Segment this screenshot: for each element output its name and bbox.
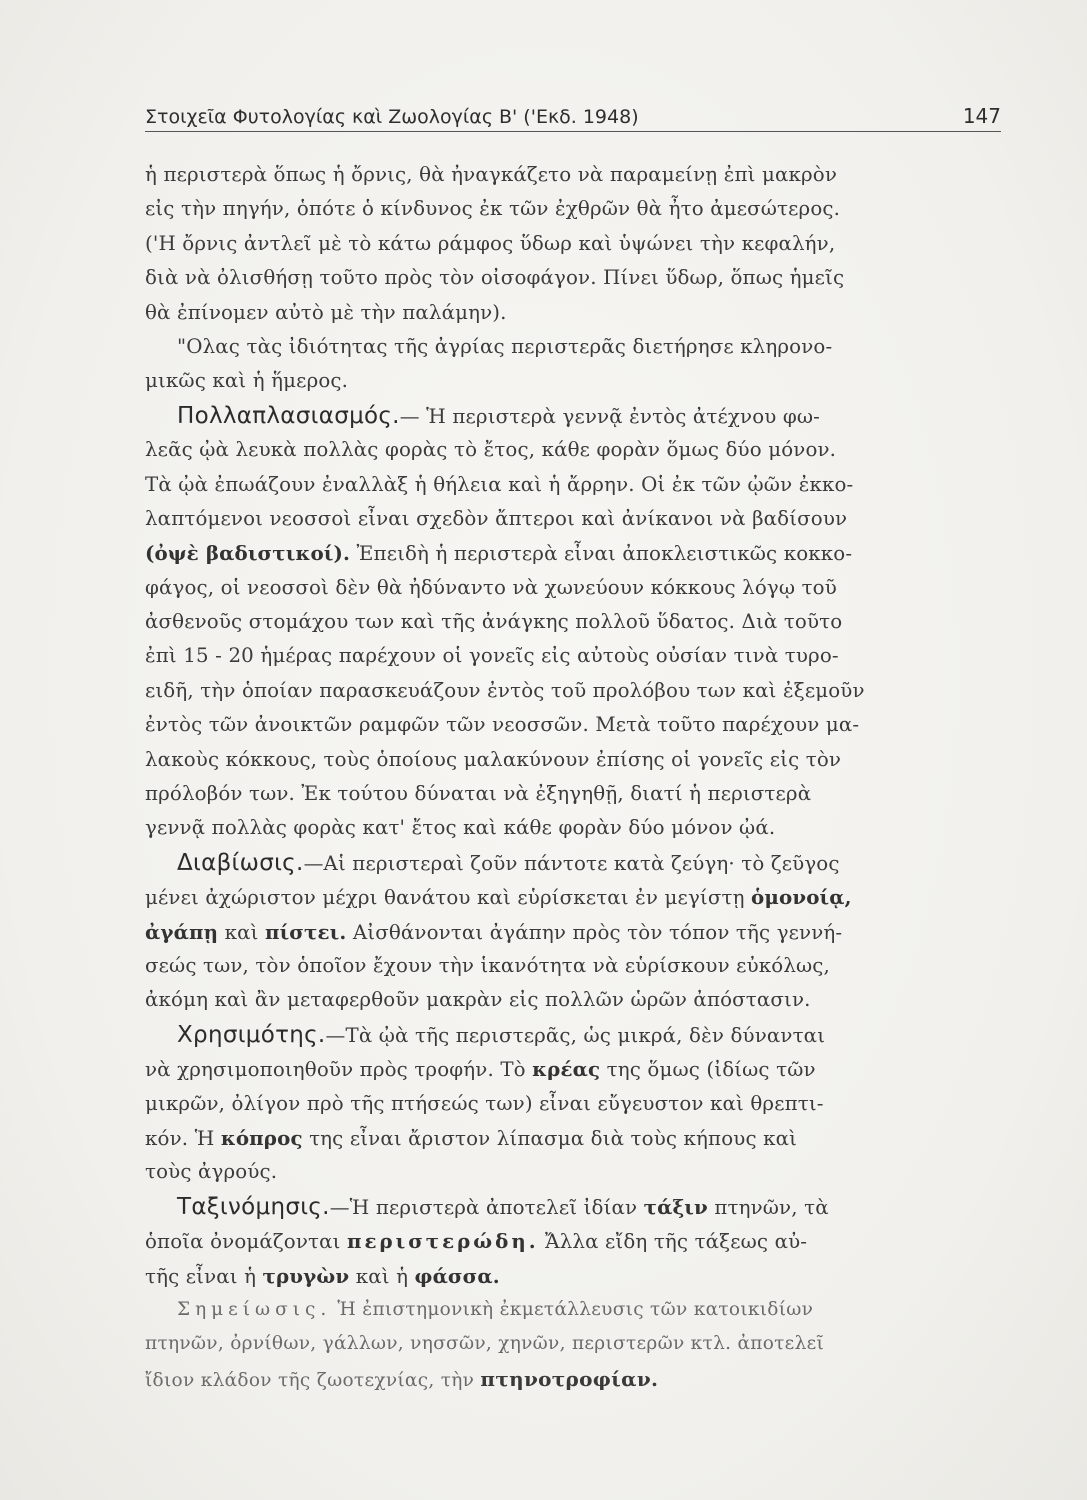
bold-word: ἀγάπῃ [145, 919, 219, 944]
bold-phrase: (ὀψὲ βαδιστικοί). [145, 541, 351, 566]
text-span: νὰ χρησιμοποιηθοῦν πρὸς τροφήν. Τὸ [145, 1058, 533, 1082]
text-span: Ἐπειδὴ ἡ περιστερὰ εἶναι ἀποκλειστικῶς κοκκο- [350, 542, 853, 566]
text-line: λαπτόμενοι νεοσσοὶ εἶναι σχεδὸν ἄπτεροι καὶ ἀνίκανοι νὰ βαδίσουν [145, 506, 848, 530]
bold-word: τρυγὼν [262, 1263, 350, 1288]
text-line: μικῶς καὶ ἡ ἥμερος. [145, 369, 349, 393]
text-span: Ἄλλα εἴδη τῆς τάξεως αὐ- [538, 1230, 808, 1254]
bold-word: τάξιν [643, 1194, 708, 1219]
section-heading-usefulness: Χρησιμότης. [177, 1021, 326, 1048]
text-line: εἰς τὴν πηγήν, ὁπότε ὁ κίνδυνος ἐκ τῶν ἐχθρῶν θὰ ἦτο ἀμεσώτερος. [145, 197, 841, 221]
text-line: λεᾶς ᾠὰ λευκὰ πολλὰς φορὰς τὸ ἔτος, κάθε φορὰν ὅμως δύο μόνον. [145, 438, 837, 462]
section-classification-first-line [145, 1190, 1005, 1224]
bold-word: κόπρος [220, 1125, 303, 1150]
text-span: κόν. Ἡ [145, 1126, 221, 1150]
section-reproduction-first-line [145, 399, 1005, 433]
running-header [145, 98, 1001, 132]
text-line [145, 1052, 1005, 1086]
text-span: καὶ ἡ [349, 1264, 415, 1288]
page-number: 147 [962, 104, 1001, 128]
text-span: πτηνῶν, τὰ [707, 1195, 829, 1219]
text-span: Αἰσθάνονται ἀγάπην πρὸς τὸν τόπον τῆς γεννή- [346, 920, 843, 944]
text-span: —Τὰ ᾠὰ τῆς περιστερᾶς, ὡς μικρά, δὲν δύνανται [325, 1023, 826, 1047]
text-line: ἐπὶ 15 - 20 ἡμέρας παρέχουν οἱ γονεῖς εἰς αὐτοὺς οὐσίαν τινὰ τυρο- [145, 644, 839, 668]
text-line: ἡ περιστερὰ ὅπως ἡ ὄρνις, θὰ ἠναγκάζετο νὰ παραμείνῃ ἐπὶ μακρὸν [145, 163, 837, 186]
text-line [145, 1362, 1005, 1396]
text-line: ἀσθενοῦς στομάχου των καὶ τῆς ἀνάγκης πολλοῦ ὕδατος. Διὰ τοῦτο [145, 610, 843, 634]
text-span: ἴδιον κλάδον τῆς ζωοτεχνίας, τὴν [145, 1369, 481, 1391]
note-label: Σημείωσις. [177, 1298, 332, 1320]
text-line [145, 915, 1005, 949]
text-line: Τὰ ᾠὰ ἐπωάζουν ἐναλλὰξ ἡ θήλεια καὶ ἡ ἄρρην. Οἱ ἐκ τῶν ᾠῶν ἐκκο- [145, 472, 854, 496]
text-line [145, 880, 1005, 914]
text-span: της εἶναι ἄριστον λίπασμα διὰ τοὺς κήπους καὶ [302, 1126, 798, 1150]
text-span: της ὅμως (ἰδίως τῶν [600, 1058, 816, 1082]
text-line: ('Η ὄρνις ἀντλεῖ μὲ τὸ κάτω ράμφος ὕδωρ καὶ ὑψώνει τὴν κεφαλήν, [145, 231, 836, 255]
text-line: θὰ ἐπίνομεν αὐτὸ μὲ τὴν παλάμην). [145, 300, 507, 324]
text-line: ἐντὸς τῶν ἀνοικτῶν ραμφῶν τῶν νεοσσῶν. Μετὰ τοῦτο παρέχουν μα- [145, 713, 860, 737]
text-span: Ἡ ἐπιστημονικὴ ἐκμετάλλευσις τῶν κατοικιδίων [331, 1298, 814, 1320]
text-line [145, 1121, 1005, 1155]
text-span: καὶ [218, 920, 265, 944]
text-line: πρόλοβόν των. Ἐκ τούτου δύναται νὰ ἐξηγηθῇ, διατί ἡ περιστερὰ [145, 782, 812, 806]
bold-word: πίστει. [264, 919, 347, 944]
bold-word: κρέας [532, 1057, 601, 1082]
section-heading-reproduction: Πολλαπλασιασμός. [177, 402, 400, 429]
text-line: σεώς των, τὸν ὁποῖον ἔχουν τὴν ἱκανότητα νὰ εὑρίσκουν εὐκόλως, [145, 953, 830, 977]
section-heading-life: Διαβίωσις. [177, 849, 304, 876]
bold-word: πτηνοτροφίαν. [480, 1366, 659, 1391]
text-line: διὰ νὰ ὀλισθήσῃ τοῦτο πρὸς τὸν οἰσοφάγον. Πίνει ὕδωρ, ὅπως ἡμεῖς [145, 266, 845, 290]
text-span: —Ἡ περιστερὰ ἀποτελεῖ ἰδίαν [329, 1195, 644, 1219]
text-line: ἀκόμη καὶ ἂν μεταφερθοῦν μακρὰν εἰς πολλῶν ὡρῶν ἀπόστασιν. [145, 988, 811, 1012]
text-line: ειδῆ, τὴν ὁποίαν παρασκευάζουν ἐντὸς τοῦ προλόβου των καὶ ἐξεμοῦν [145, 678, 865, 702]
section-life-first-line [145, 846, 1005, 880]
text-line: γεννᾷ πολλὰς φορὰς κατ' ἔτος καὶ κάθε φορὰν δύο μόνον ᾠά. [145, 816, 776, 840]
text-line [145, 1259, 1005, 1293]
text-span: τῆς εἶναι ἡ [145, 1264, 263, 1288]
text-line: τοὺς ἀγρούς. [145, 1160, 278, 1184]
running-title: Στοιχεῖα Φυτολογίας καὶ Ζωολογίας Β' ('Εκδ. 1948) [145, 106, 639, 128]
text-line: πτηνῶν, ὀρνίθων, γάλλων, νησσῶν, χηνῶν, περιστερῶν κτλ. ἀποτελεῖ [145, 1333, 825, 1355]
text-line [145, 1224, 1005, 1258]
section-usefulness-first-line [145, 1018, 1005, 1052]
text-line: λακοὺς κόκκους, τοὺς ὁποίους μαλακύνουν ἐπίσης οἱ γονεῖς εἰς τὸν [145, 747, 842, 771]
note-first-line [145, 1293, 1005, 1327]
page-body [145, 158, 1005, 1396]
text-line: μικρῶν, ὀλίγον πρὸ τῆς πτήσεώς των) εἶναι εὔγευστον καὶ θρεπτι- [145, 1091, 824, 1115]
bold-word: φάσσα. [414, 1263, 500, 1288]
bold-word: ὁμονοίᾳ, [751, 885, 852, 910]
spaced-bold-word: περιστερώδη. [346, 1229, 539, 1254]
text-span: μένει ἀχώριστον μέχρι θανάτου καὶ εὑρίσκεται ἐν μεγίστῃ [145, 886, 752, 910]
text-line: "Ολας τὰς ἰδιότητας τῆς ἀγρίας περιστερᾶς διετήρησε κληρονο- [177, 334, 833, 358]
text-line: φάγος, οἱ νεοσσοὶ δὲν θὰ ἠδύναντο νὰ χωνεύουν κόκκους λόγῳ τοῦ [145, 575, 837, 599]
text-span: —Αἱ περιστεραὶ ζοῦν πάντοτε κατὰ ζεύγη· τὸ ζεῦγος [303, 851, 840, 875]
section-heading-classification: Ταξινόμησις. [177, 1193, 330, 1220]
text-span: — Ἡ περιστερὰ γεννᾷ ἐντὸς ἀτέχνου φω- [399, 404, 821, 428]
text-line [145, 536, 1005, 570]
text-span: ὁποῖα ὀνομάζονται [145, 1230, 347, 1254]
